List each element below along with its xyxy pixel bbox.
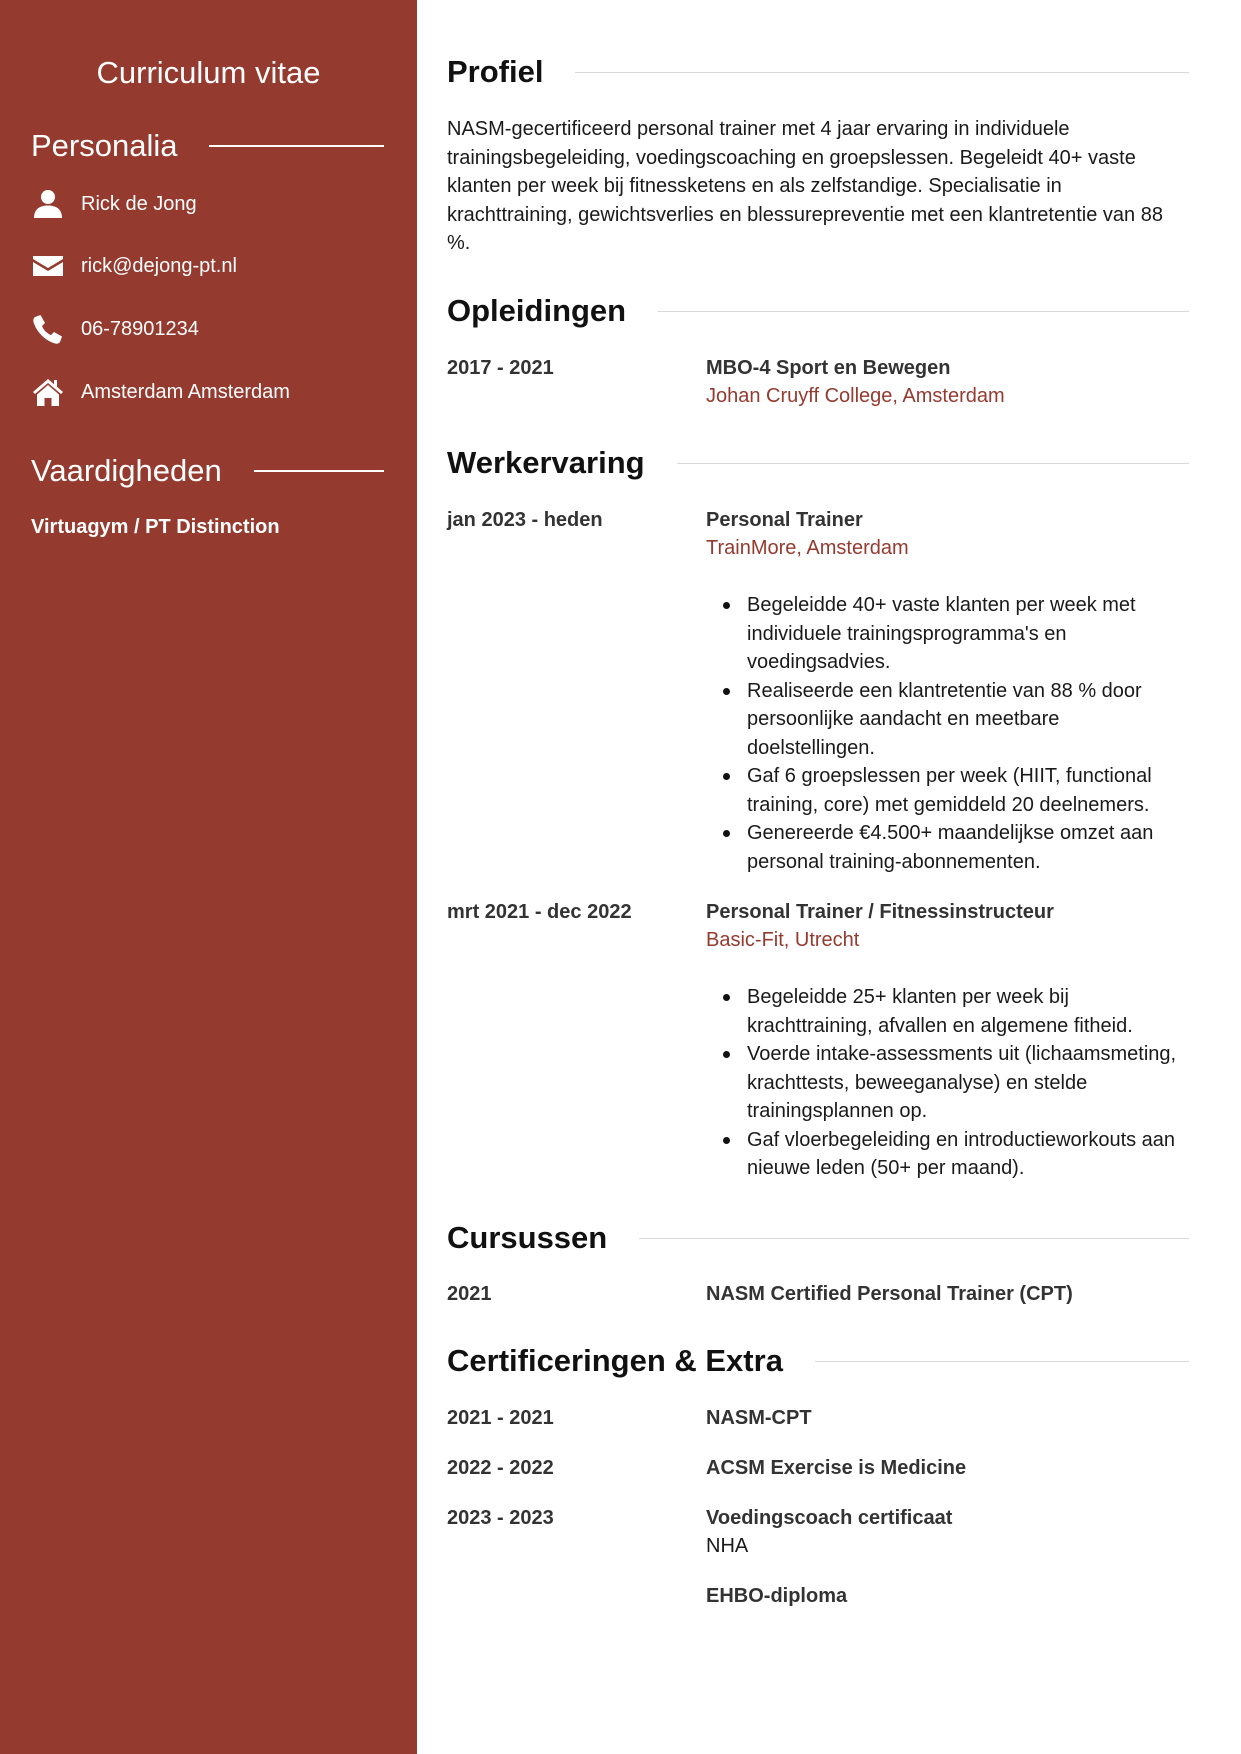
certification-body: [706, 1582, 1189, 1610]
contact-phone[interactable]: [31, 309, 199, 349]
education-date: 2017 - 2021: [447, 357, 554, 379]
work-title: Personal Trainer: [706, 509, 863, 531]
contact-email-text[interactable]: rick@dejong-pt.nl: [81, 254, 237, 277]
envelope-icon: [31, 249, 65, 283]
user-icon: [31, 187, 65, 221]
opleidingen-divider: [658, 311, 1189, 312]
work-body: [706, 898, 1189, 1183]
profile-summary: NASM-gecertificeerd personal trainer met 4 jaar ervaring in individuele trainingsbegeleiding, voedingscoaching en groepslessen. Begeleidt 40+ vaste klanten per week bij fitnessketens en als zelfstandige. Specialisatie in krachttraining, gewichtsverlies en blessurepreventie met een klantretentie van 88 %.: [447, 118, 1163, 254]
certification-date: 2023 - 2023: [447, 1507, 554, 1529]
werkervaring-divider: [677, 463, 1189, 464]
skills-heading: [31, 451, 384, 491]
phone-icon: [31, 312, 65, 346]
contact-address: [31, 372, 290, 412]
cursussen-divider: [639, 1238, 1189, 1239]
work-bullets: [706, 591, 1189, 876]
opleidingen-heading-label: Opleidingen: [447, 293, 627, 328]
certification-date: 2021 - 2021: [447, 1407, 554, 1429]
contact-email[interactable]: [31, 246, 237, 286]
skill-item: Virtuagym / PT Distinction: [31, 516, 280, 538]
contact-address-text: Amsterdam Amsterdam: [81, 380, 290, 403]
certification-date: 2022 - 2022: [447, 1457, 554, 1479]
cursussen-heading-label: Cursussen: [447, 1220, 608, 1255]
work-bullet: Genereerde €4.500+ maandelijkse omzet aan personal training-abonnementen.: [747, 819, 1189, 876]
work-bullet: Gaf 6 groepslessen per week (HIIT, functional training, core) met gemiddeld 20 deelnemers.: [747, 762, 1189, 819]
course-date: 2021: [447, 1283, 492, 1305]
werkervaring-heading-label: Werkervaring: [447, 445, 645, 480]
sidebar: [0, 0, 417, 1754]
certification-body: [706, 1454, 1189, 1482]
course-body: [706, 1280, 1189, 1308]
contact-name-text: Rick de Jong: [81, 192, 197, 215]
profiel-heading: [447, 52, 1189, 92]
education-body: [706, 354, 1189, 410]
certification-title: NASM-CPT: [706, 1407, 812, 1429]
certificeringen-divider: [815, 1361, 1189, 1362]
certification-title: Voedingscoach certificaat: [706, 1507, 953, 1529]
work-employer: Basic-Fit, Utrecht: [706, 929, 860, 951]
work-bullet: Begeleidde 40+ vaste klanten per week met individuele trainingsprogramma's en voedingsadvies.: [747, 591, 1189, 677]
werkervaring-heading: [447, 443, 1189, 483]
work-date: mrt 2021 - dec 2022: [447, 901, 632, 923]
certification-title: EHBO-diploma: [706, 1585, 848, 1607]
skills-divider: [254, 470, 384, 472]
work-bullets: [706, 983, 1189, 1183]
certification-body: [706, 1504, 1189, 1560]
home-icon: [31, 375, 65, 409]
profiel-heading-label: Profiel: [447, 54, 544, 89]
certification-body: [706, 1404, 1189, 1432]
profiel-divider: [575, 72, 1189, 73]
certificeringen-heading: [447, 1341, 1189, 1381]
document-title: Curriculum vitae: [96, 55, 321, 90]
cursussen-heading: [447, 1218, 1189, 1258]
work-title: Personal Trainer / Fitnessinstructeur: [706, 901, 1054, 923]
work-bullet: Realiseerde een klantretentie van 88 % door persoonlijke aandacht en meetbare doelstellingen.: [747, 677, 1189, 763]
personalia-divider: [209, 145, 384, 147]
personalia-heading-label: Personalia: [31, 128, 178, 163]
personalia-heading: [31, 126, 384, 166]
work-bullet: Voerde intake-assessments uit (lichaamsmeting, krachttests, beweeganalyse) en stelde trainingsplannen op.: [747, 1040, 1189, 1126]
education-institution: Johan Cruyff College, Amsterdam: [706, 385, 1005, 407]
certificeringen-heading-label: Certificeringen & Extra: [447, 1343, 783, 1378]
work-bullet: Begeleidde 25+ klanten per week bij krachttraining, afvallen en algemene fitheid.: [747, 983, 1189, 1040]
contact-phone-text[interactable]: 06-78901234: [81, 317, 199, 340]
education-title: MBO-4 Sport en Bewegen: [706, 357, 951, 379]
skills-heading-label: Vaardigheden: [31, 453, 222, 488]
work-date: jan 2023 - heden: [447, 509, 603, 531]
work-bullet: Gaf vloerbegeleiding en introductieworkouts aan nieuwe leden (50+ per maand).: [747, 1126, 1189, 1183]
work-employer: TrainMore, Amsterdam: [706, 537, 909, 559]
certification-title: ACSM Exercise is Medicine: [706, 1457, 967, 1479]
work-body: [706, 506, 1189, 876]
contact-name: [31, 184, 197, 224]
certification-issuer: NHA: [706, 1535, 749, 1557]
course-title: NASM Certified Personal Trainer (CPT): [706, 1283, 1073, 1305]
opleidingen-heading: [447, 291, 1189, 331]
